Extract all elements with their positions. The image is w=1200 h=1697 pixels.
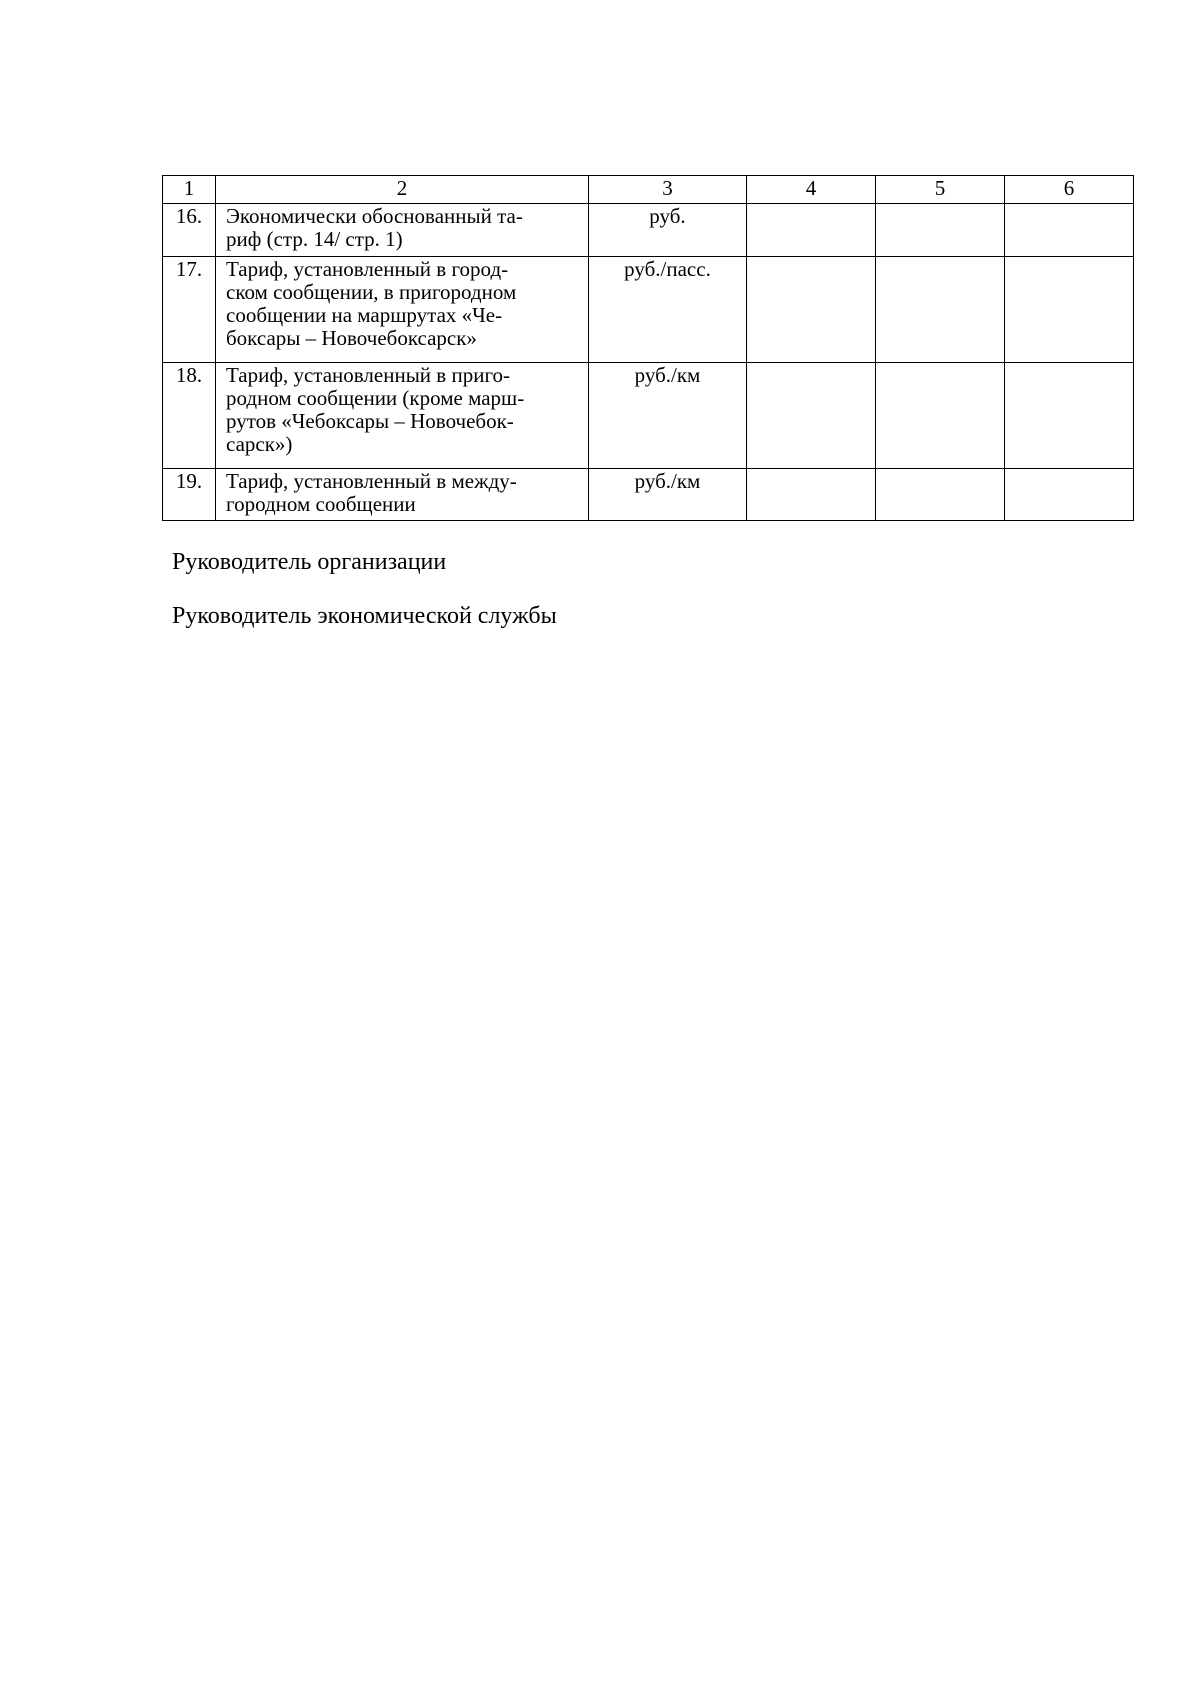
row-name: Тариф, установленный в между- городном сообщении — [216, 469, 589, 521]
row-value-col6 — [1005, 363, 1134, 469]
row-value-col5 — [876, 469, 1005, 521]
table-row — [163, 204, 1134, 257]
row-unit: руб./км — [589, 469, 747, 521]
column-number-1: 1 — [163, 176, 216, 204]
row-value-col6 — [1005, 257, 1134, 363]
row-value-col4 — [747, 363, 876, 469]
row-value-col5 — [876, 204, 1005, 257]
table-row — [163, 257, 1134, 363]
table-header-row — [163, 176, 1134, 204]
column-number-6: 6 — [1005, 176, 1134, 204]
row-unit: руб. — [589, 204, 747, 257]
signature-econ-head: Руководитель экономической службы — [172, 603, 557, 629]
table-row — [163, 469, 1134, 521]
row-number: 18. — [163, 363, 216, 469]
column-number-4: 4 — [747, 176, 876, 204]
row-value-col6 — [1005, 204, 1134, 257]
row-name: Экономически обоснованный та- риф (стр. 14/ стр. 1) — [216, 204, 589, 257]
row-number: 19. — [163, 469, 216, 521]
row-number: 16. — [163, 204, 216, 257]
row-value-col4 — [747, 469, 876, 521]
column-number-2: 2 — [216, 176, 589, 204]
row-name: Тариф, установленный в город- ском сообщении, в пригородном сообщении на маршрутах «Че- боксары – Новочебоксарск» — [216, 257, 589, 363]
row-number: 17. — [163, 257, 216, 363]
row-value-col4 — [747, 257, 876, 363]
row-value-col6 — [1005, 469, 1134, 521]
row-value-col5 — [876, 363, 1005, 469]
column-number-5: 5 — [876, 176, 1005, 204]
row-value-col5 — [876, 257, 1005, 363]
table-row — [163, 363, 1134, 469]
signature-org-head: Руководитель организации — [172, 549, 447, 575]
row-value-col4 — [747, 204, 876, 257]
column-number-3: 3 — [589, 176, 747, 204]
row-unit: руб./пасс. — [589, 257, 747, 363]
tariff-table — [162, 175, 1134, 521]
row-name: Тариф, установленный в приго- родном сообщении (кроме марш- рутов «Чебоксары – Новочебок- сарск») — [216, 363, 589, 469]
row-unit: руб./км — [589, 363, 747, 469]
